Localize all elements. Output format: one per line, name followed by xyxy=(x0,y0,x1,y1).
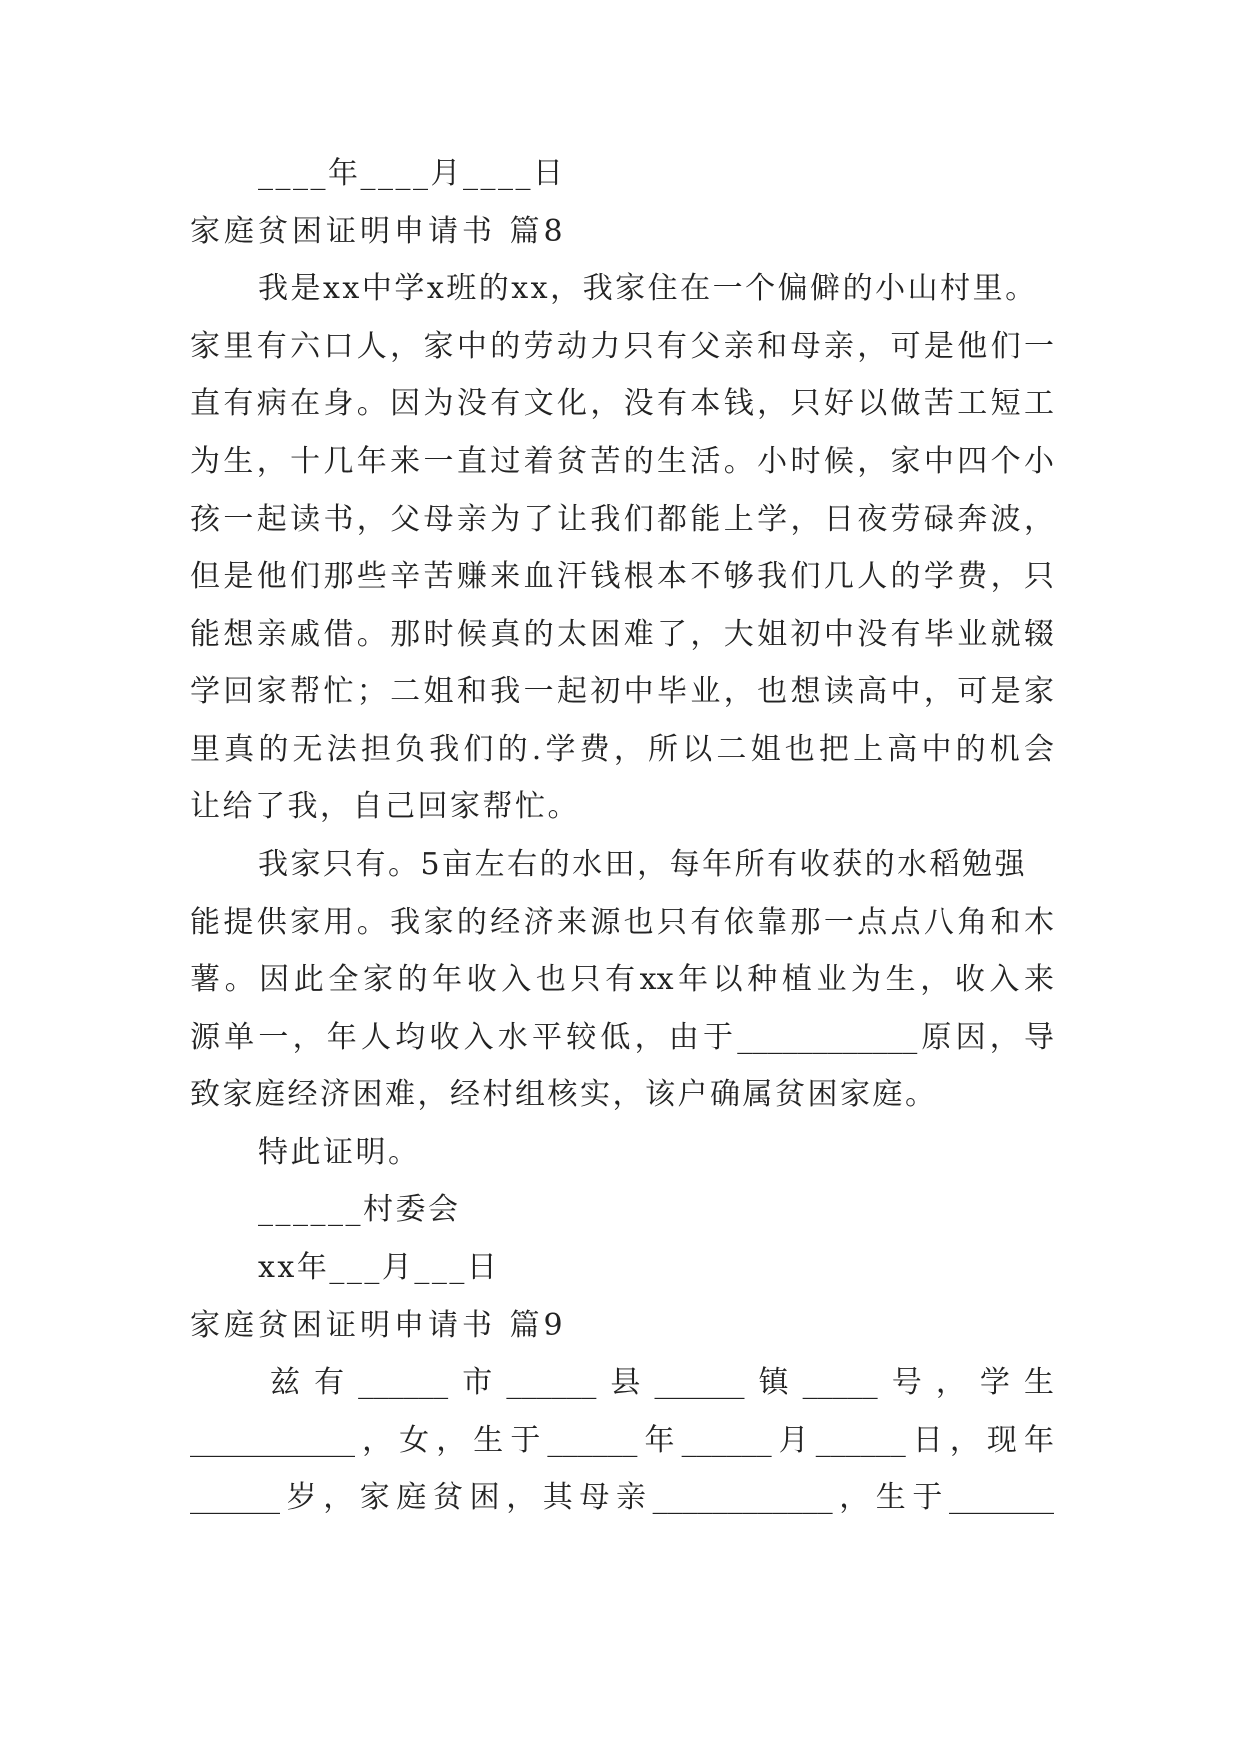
date-blank-line: ____年____月____日 xyxy=(258,156,566,191)
signature-date-line: xx年___月___日 xyxy=(258,1250,500,1285)
paragraph-line: 为生，十几年来一直过着贫苦的生活。小时候，家中四个小 xyxy=(190,444,1054,479)
paragraph-line: 我家只有。5亩左右的水田，每年所有收获的水稻勉强 xyxy=(258,847,1028,882)
paragraph-line: 但是他们那些辛苦赚来血汗钱根本不够我们几人的学费，只 xyxy=(190,559,1054,594)
paragraph-line: 家里有六口人，家中的劳动力只有父亲和母亲，可是他们一 xyxy=(190,329,1054,364)
paragraph-line: 学回家帮忙；二姐和我一起初中毕业，也想读高中，可是家 xyxy=(190,674,1054,709)
paragraph-line: 薯。因此全家的年收入也只有xx年以种植业为生，收入来 xyxy=(190,962,1054,997)
paragraph-line: 源单一，年人均收入水平较低，由于____________原因，导 xyxy=(190,1020,1054,1055)
paragraph-line: 兹有______市______县______镇_____号，学生 xyxy=(270,1365,1054,1400)
paragraph-line: 能想亲戚借。那时候真的太困难了，大姐初中没有毕业就辍 xyxy=(190,617,1054,652)
certify-line: 特此证明。 xyxy=(258,1135,421,1170)
paragraph-line: ___________，女，生于______年______月______日，现年 xyxy=(190,1423,1054,1458)
paragraph-line: 我是xx中学x班的xx，我家住在一个偏僻的小山村里。 xyxy=(258,271,1038,306)
paragraph-line: 致家庭经济困难，经村组核实，该户确属贫困家庭。 xyxy=(190,1077,938,1112)
section-title-9: 家庭贫困证明申请书 篇9 xyxy=(190,1308,567,1343)
paragraph-line: 直有病在身。因为没有文化，没有本钱，只好以做苦工短工 xyxy=(190,386,1054,421)
paragraph-line: 孩一起读书，父母亲为了让我们都能上学，日夜劳碌奔波， xyxy=(190,502,1054,537)
paragraph-line: ______岁，家庭贫困，其母亲____________，生于_______ xyxy=(190,1480,1054,1515)
paragraph-line: 里真的无法担负我们的.学费，所以二姐也把上高中的机会 xyxy=(190,732,1054,767)
village-committee-line: ______村委会 xyxy=(258,1192,461,1227)
paragraph-line: 能提供家用。我家的经济来源也只有依靠那一点点八角和木 xyxy=(190,905,1054,940)
section-title-8: 家庭贫困证明申请书 篇8 xyxy=(190,214,567,249)
paragraph-line: 让给了我，自己回家帮忙。 xyxy=(190,789,580,824)
